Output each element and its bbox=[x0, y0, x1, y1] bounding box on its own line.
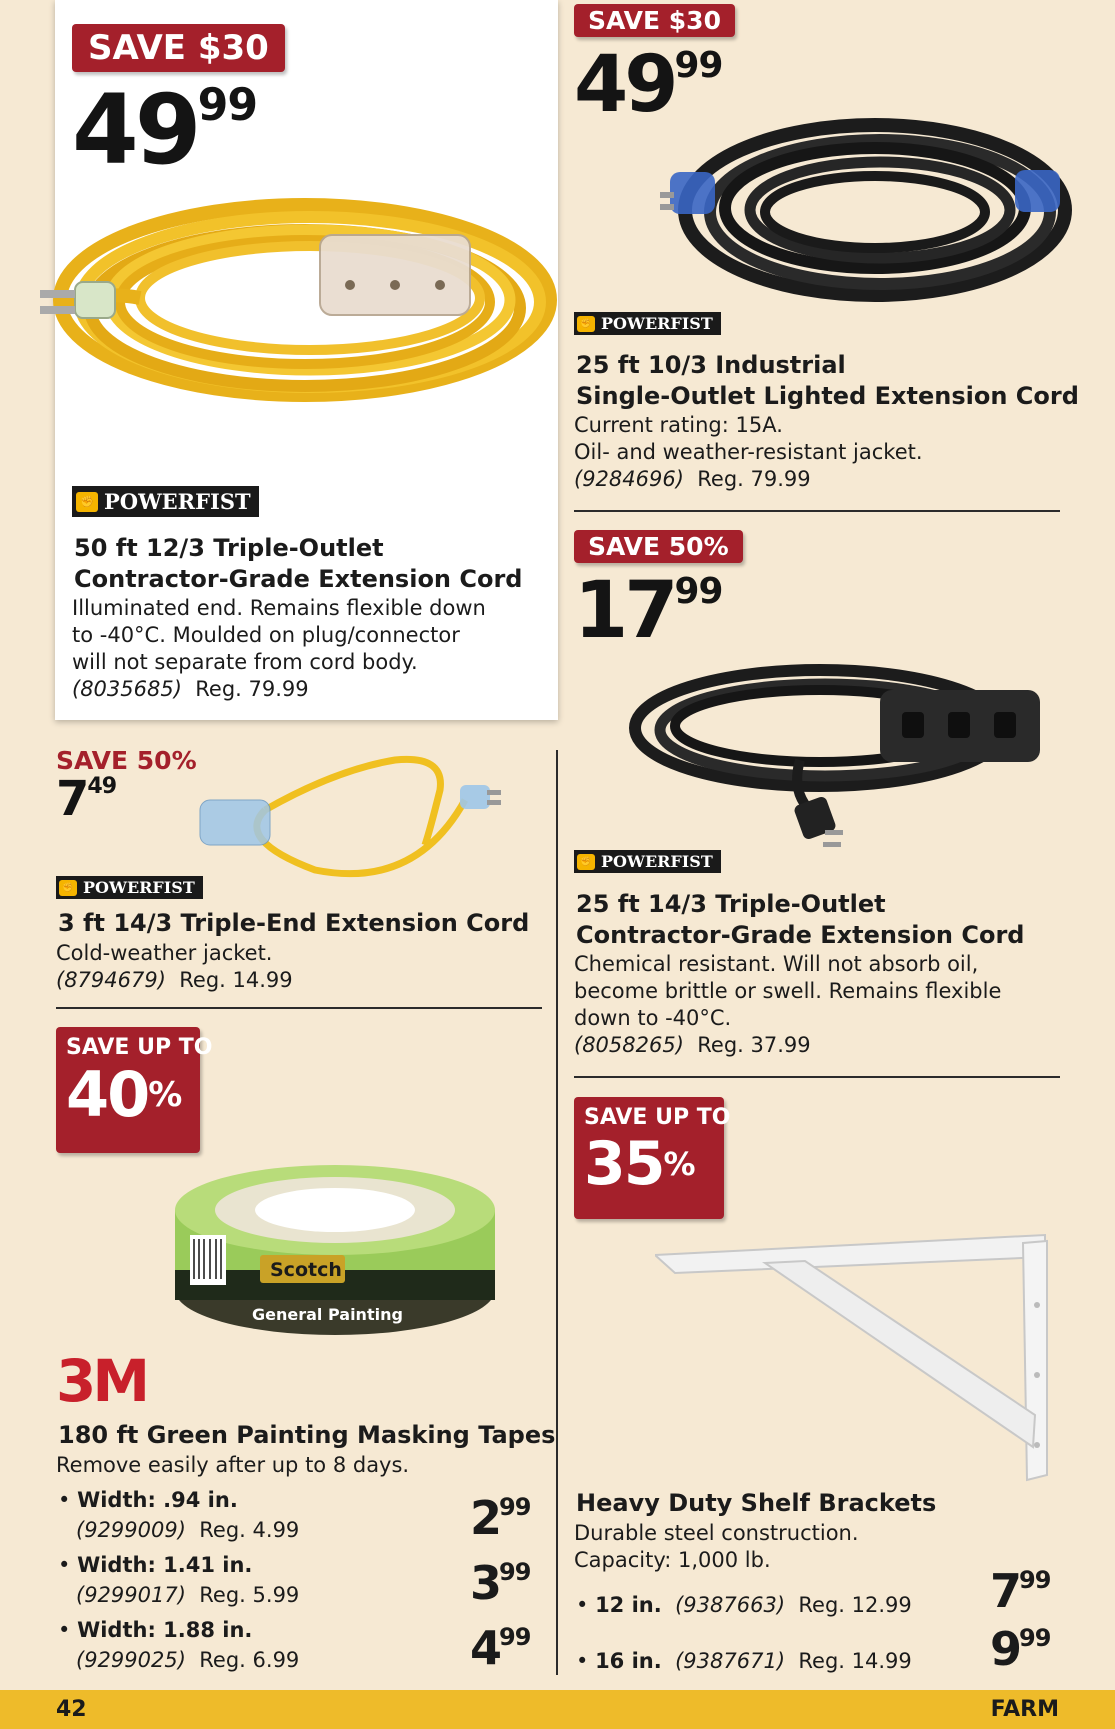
black-extension-cord-image bbox=[660, 100, 1080, 310]
save-up-to-badge: SAVE UP TO 40% bbox=[56, 1027, 200, 1153]
powerfist-logo: ✊ POWERFIST bbox=[574, 850, 721, 873]
regular-price: Reg. 79.99 bbox=[195, 677, 309, 701]
divider bbox=[574, 1076, 1060, 1078]
sale-price: $17^{99}$ bbox=[574, 566, 723, 656]
list-item: • Width: .94 in. bbox=[58, 1488, 238, 1512]
powerfist-logo: ✊ POWERFIST bbox=[56, 876, 203, 899]
list-item-detail: (9299009) Reg. 4.99 bbox=[76, 1518, 300, 1542]
powerfist-logo: ✊ POWERFIST bbox=[72, 486, 259, 517]
sku: (8794679) bbox=[56, 968, 166, 992]
regular-price: Reg. 37.99 bbox=[697, 1033, 811, 1057]
regular-price: Reg. 79.99 bbox=[697, 467, 811, 491]
section-label: FARM bbox=[990, 1697, 1059, 1722]
product-title: 25 ft 14/3 Triple-Outlet Contractor-Grade Extension Cord bbox=[576, 890, 1025, 949]
save-badge: SAVE $30 bbox=[574, 4, 735, 37]
list-item: • 12 in. (9387663) Reg. 12.99 bbox=[576, 1593, 912, 1617]
page-number: 42 bbox=[56, 1697, 87, 1722]
product-description: Remove easily after up to 8 days. bbox=[56, 1453, 410, 1477]
yellow-extension-cord-image bbox=[20, 190, 560, 430]
powerfist-logo: ✊ POWERFIST bbox=[574, 312, 721, 335]
save-up-to-badge: SAVE UP TO 35% bbox=[574, 1097, 724, 1219]
product-description: Cold-weather jacket. (8794679) Reg. 14.99 bbox=[56, 941, 293, 992]
item-price: $4^{99}$ bbox=[470, 1621, 531, 1675]
triple-end-cord-image bbox=[195, 750, 515, 900]
fist-icon: ✊ bbox=[577, 316, 595, 332]
sale-price: $7^{49}$ bbox=[56, 771, 117, 827]
item-price: $9^{99}$ bbox=[990, 1622, 1051, 1676]
sale-price: $49^{99}$ bbox=[72, 74, 258, 186]
product-description: Illuminated end. Remains flexible down to -40°C. Moulded on plug/connector will not separate from cord body. (8035685) Reg. 79.99 bbox=[72, 596, 486, 701]
list-item-detail: (9299025) Reg. 6.99 bbox=[76, 1648, 300, 1672]
item-price: $7^{99}$ bbox=[990, 1564, 1051, 1618]
product-description: Durable steel construction. Capacity: 1,000 lb. bbox=[574, 1521, 859, 1572]
column-divider bbox=[556, 750, 558, 1675]
list-item: • Width: 1.88 in. bbox=[58, 1618, 253, 1642]
save-badge: SAVE 50% bbox=[574, 530, 743, 563]
product-description: Current rating: 15A. Oil- and weather-resistant jacket. (9284696) Reg. 79.99 bbox=[574, 413, 923, 491]
item-price: $2^{99}$ bbox=[470, 1491, 531, 1545]
product-title: 50 ft 12/3 Triple-Outlet Contractor-Grade Extension Cord bbox=[74, 534, 523, 593]
tape-label-text: General Painting bbox=[252, 1305, 403, 1324]
item-price: $3^{99}$ bbox=[470, 1556, 531, 1610]
list-item-detail: (9299017) Reg. 5.99 bbox=[76, 1583, 300, 1607]
regular-price: Reg. 14.99 bbox=[179, 968, 293, 992]
product-title: Heavy Duty Shelf Brackets bbox=[576, 1489, 937, 1517]
scotch-tape-roll-image bbox=[160, 1155, 510, 1345]
product-title: 180 ft Green Painting Masking Tapes bbox=[58, 1421, 556, 1449]
save-badge: SAVE $30 bbox=[72, 24, 285, 72]
list-item: • Width: 1.41 in. bbox=[58, 1553, 253, 1577]
save-label: SAVE 50% bbox=[56, 746, 197, 775]
3m-logo: 3M bbox=[56, 1347, 147, 1415]
tape-brand-text: Scotch bbox=[270, 1259, 342, 1281]
product-title: 25 ft 10/3 Industrial Single-Outlet Lighted Extension Cord bbox=[576, 351, 1079, 410]
fist-icon: ✊ bbox=[577, 854, 595, 870]
divider bbox=[56, 1007, 542, 1009]
sku: (9284696) bbox=[574, 467, 684, 491]
product-description: Chemical resistant. Will not absorb oil, become brittle or swell. Remains flexible down to -40°C. (8058265) Reg. 37.99 bbox=[574, 952, 1002, 1057]
shelf-bracket-image bbox=[655, 1225, 1055, 1485]
sku: (8035685) bbox=[72, 677, 182, 701]
list-item: • 16 in. (9387671) Reg. 14.99 bbox=[576, 1649, 912, 1673]
sku: (8058265) bbox=[574, 1033, 684, 1057]
page-footer bbox=[0, 1690, 1115, 1729]
fist-icon: ✊ bbox=[59, 880, 77, 896]
sale-price: $49^{99}$ bbox=[574, 40, 723, 130]
product-title: 3 ft 14/3 Triple-End Extension Cord bbox=[58, 909, 530, 937]
divider bbox=[574, 510, 1060, 512]
fist-icon: ✊ bbox=[76, 492, 98, 512]
black-triple-outlet-cord-image bbox=[620, 650, 1060, 850]
